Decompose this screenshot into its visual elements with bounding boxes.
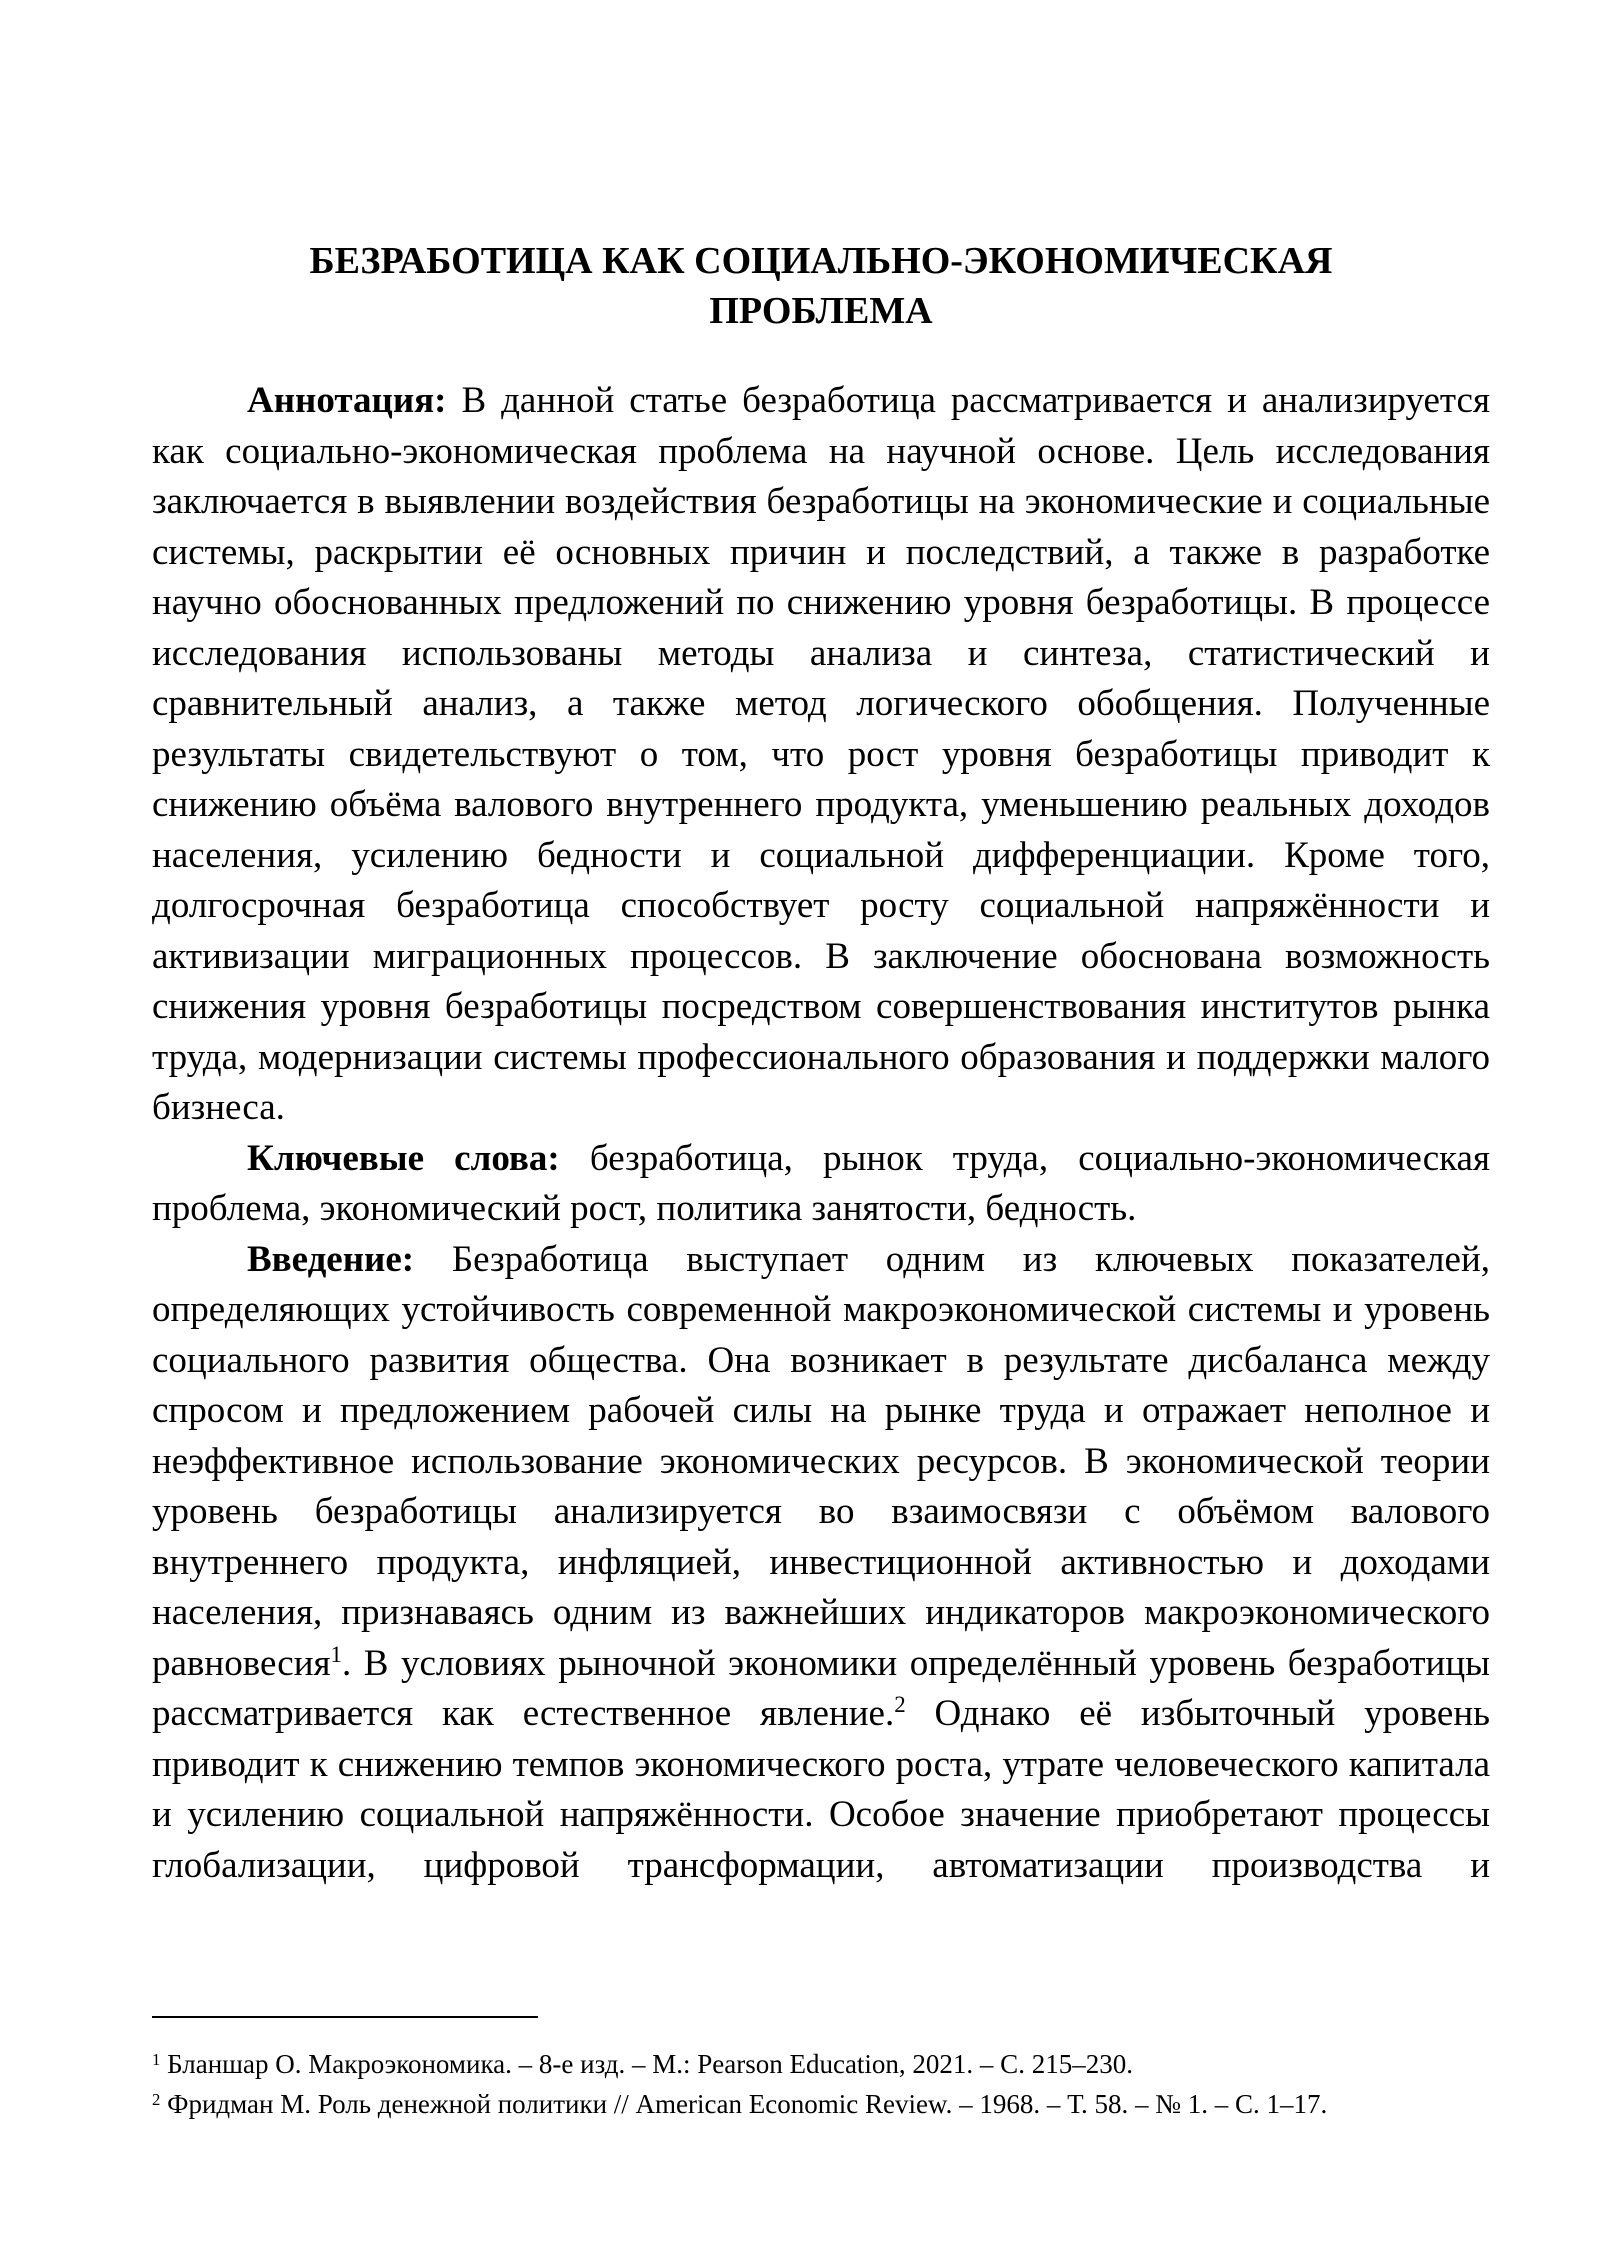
footnote-2-text: Фридман М. Роль денежной политики // American Economic Review. – 1968. – Т. 58. – № 1. – С. 1–17. [160,2089,1328,2119]
page-title-line-2: ПРОБЛЕМА [709,290,933,332]
page-title-line-1: БЕЗРАБОТИЦА КАК СОЦИАЛЬНО-ЭКОНОМИЧЕСКАЯ [309,240,1333,282]
footnote-1 [152,2044,1490,2084]
abstract-label: Аннотация: [247,380,447,421]
abstract-text: В данной статье безработица рассматривается и анализируется как социально-экономическая проблема на научной основе. Цель исследования заключается в выявлении воздействия безработицы на экономические и социальные системы, раскрытии её основных причин и последствий, а также в разработке научно обоснованных предложений по снижению уровня безработицы. В процессе исследования использованы методы анализа и синтеза, статистический и сравнительный анализ, а также метод логического обобщения. Полученные результаты свидетельствуют о том, что рост уровня безработицы приводит к снижению объёма валового внутреннего продукта, уменьшению реальных доходов населения, усилению бедности и социальной дифференциации. Кроме того, долгосрочная безработица способствует росту социальной напряжённости и активизации миграционных процессов. В заключение обоснована возможность снижения уровня безработицы посредством совершенствования институтов рынка труда, модернизации системы профессионального образования и поддержки малого бизнеса. [152,380,1490,1128]
document-body [152,376,1490,2004]
footnote-2 [152,2084,1490,2124]
introduction-text-1: Безработица выступает одним из ключевых показателей, определяющих устойчивость современной макроэкономической системы и уровень социального развития общества. Она возникает в результате дисбаланса между спросом и предложением рабочей силы на рынке труда и отражает неполное и неэффективное использование экономических ресурсов. В экономической теории уровень безработицы анализируется во взаимосвязи с объёмом валового внутреннего продукта, инфляцией, инвестиционной активностью и доходами населения, признаваясь одним из важнейших индикаторов макроэкономического равновесия [152,1238,1490,1684]
page-title [152,236,1490,336]
footnote-ref-2: 2 [894,1692,906,1718]
footnote-1-text: Бланшар О. Макроэкономика. – 8-е изд. – М.: Pearson Education, 2021. – С. 215–230. [160,2049,1133,2079]
introduction-paragraph [152,1235,1490,1892]
introduction-text-2: . В условиях рыночной экономики определённый уровень безработицы рассматривается как естественное явление. [152,1642,1490,1734]
keywords-text: безработица, рынок труда, социально-экономическая проблема, экономический рост, политика занятости, бедность. [152,1137,1490,1229]
abstract-paragraph [152,376,1490,1134]
footnote-ref-1: 1 [330,1641,343,1667]
introduction-text-3: Однако её избыточный уровень приводит к снижению темпов экономического роста, утрате человеческого капитала и усилению социальной напряжённости. Особое значение приобретают процессы глобализации, цифровой трансформации, автоматизации производства и [152,1693,1490,1886]
keywords-label: Ключевые слова: [247,1137,560,1179]
keywords-paragraph [152,1134,1490,1235]
footnote-1-marker: 1 [152,2050,161,2070]
footnote-separator-line [152,2016,538,2018]
footnote-2-marker: 2 [152,2090,161,2110]
introduction-label: Введение: [247,1238,415,1280]
footnotes-section [152,2016,1490,2124]
